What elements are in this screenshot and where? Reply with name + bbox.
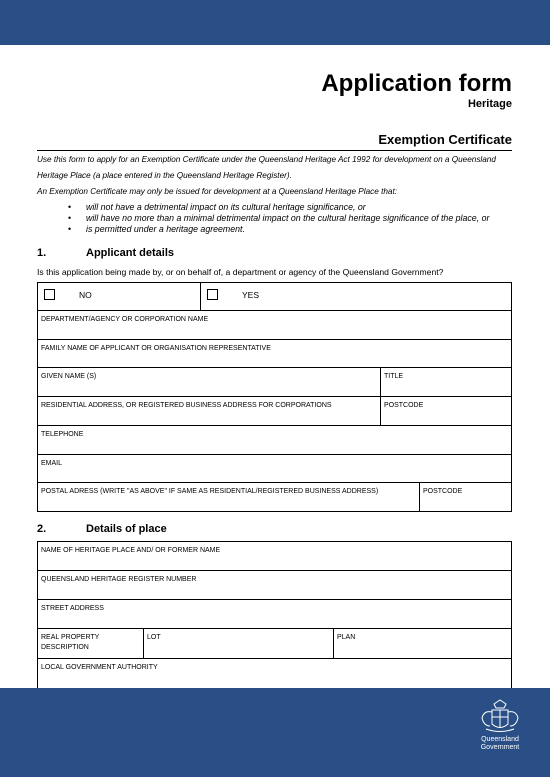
section-number: 2. [37,523,47,535]
logo-line-1: Queensland [481,736,519,743]
yes-checkbox[interactable] [207,289,218,300]
option-no-cell [38,283,201,311]
local-government-field[interactable]: LOCAL GOVERNMENT AUTHORITY [38,659,512,689]
real-property-label: REAL PROPERTY DESCRIPTION [38,629,144,659]
header-bar [0,0,550,45]
page-title: Application form [321,70,512,97]
telephone-field[interactable]: TELEPHONE [38,426,512,455]
postal-address-field[interactable]: POSTAL ADRESS (WRITE "AS ABOVE" IF SAME AS RESIDENTIAL/REGISTERED BUSINESS ADDRESS) [38,483,420,512]
no-checkbox[interactable] [44,289,55,300]
lot-field[interactable]: LOT [144,629,334,659]
form-section-title: Exemption Certificate [37,132,512,151]
list-item: • will not have a detrimental impact on its cultural heritage significance, or [58,202,518,213]
place-name-field[interactable]: NAME OF HERITAGE PLACE AND/ OR FORMER NAME [38,542,512,571]
list-item: • is permitted under a heritage agreement. [58,224,518,235]
section-title: Details of place [86,523,167,535]
given-name-field[interactable]: GIVEN NAME (S) [38,368,381,397]
residential-address-field[interactable]: RESIDENTIAL ADDRESS, OR REGISTERED BUSINESS ADDRESS FOR CORPORATIONS [38,397,381,426]
department-field[interactable]: DEPARTMENT/AGENCY OR CORPORATION NAME [38,311,512,340]
eligibility-list [58,202,518,235]
intro-paragraph: Use this form to apply for an Exemption Certificate under the Queensland Heritage Act 1992 for development on a Queensland Heritage Place (a place entered in the Queensland Heritage Register). [37,155,496,180]
email-field[interactable]: EMAIL [38,455,512,483]
list-item: • will have no more than a minimal detrimental impact on the cultural heritage significance of the place, or [58,213,518,224]
footer-bar [0,688,550,777]
logo-line-2: Government [480,744,520,751]
option-yes-cell [201,283,512,311]
government-question: Is this application being made by, or on behalf of, a department or agency of the Queensland Government? [37,267,444,277]
option-yes-label: YES [242,290,260,300]
applicant-details-table [37,282,512,512]
section-2-heading [37,523,167,535]
intro-eligibility: An Exemption Certificate may only be issued for development at a Queensland Heritage Place that: [37,187,397,196]
street-address-field[interactable]: STREET ADDRESS [38,600,512,629]
postal-postcode-field[interactable]: POSTCODE [420,483,512,512]
government-logo-text [470,736,530,752]
register-number-field[interactable]: QUEENSLAND HERITAGE REGISTER NUMBER [38,571,512,600]
title-field[interactable]: TITLE [381,368,512,397]
postcode-field[interactable]: POSTCODE [381,397,512,426]
section-number: 1. [37,247,47,259]
page-subtitle: Heritage [467,98,512,110]
place-details-table [37,541,512,689]
section-1-heading [37,247,174,259]
plan-field[interactable]: PLAN [334,629,512,659]
option-no-label: NO [79,290,92,300]
family-name-field[interactable]: FAMILY NAME OF APPLICANT OR ORGANISATION REPRESENTATIVE [38,340,512,368]
section-title: Applicant details [86,247,175,259]
